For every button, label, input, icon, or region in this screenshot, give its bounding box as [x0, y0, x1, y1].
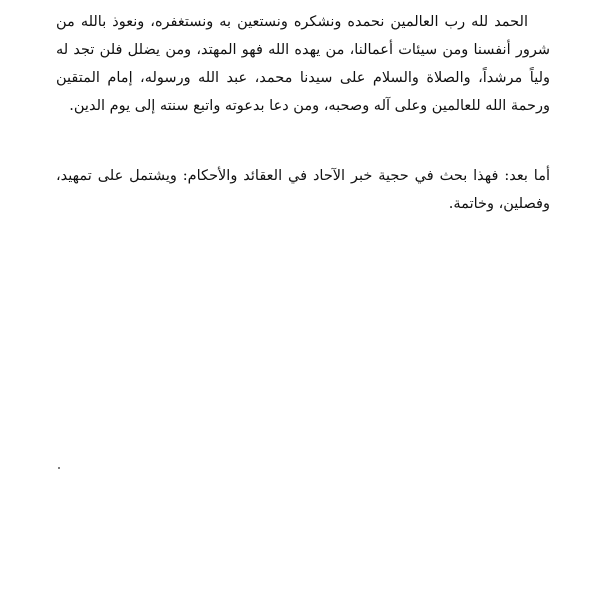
intro-paragraph: الحمد لله رب العالمين نحمده ونشكره ونستعين به ونستغفره، ونعوذ بالله من شرور أنفسنا ومن سيئات أعمالنا، من يهده الله فهو المهتد، ومن يضلل فلن تجد له ولياً مرشداً، والصلاة والسلام على سيدنا محمد، عبد الله ورسوله، إمام المتقين ورحمة الله للعالمين وعلى آله وصحبه، ومن دعا بدعوته واتبع سنته إلى يوم الدين. [56, 14, 550, 114]
page-speck [58, 467, 60, 469]
purpose-paragraph: أما بعد: فهذا بحث في حجية خبر الآحاد في العقائد والأحكام: ويشتمل على تمهيد، وفصلين، وخاتمة. [56, 168, 550, 212]
